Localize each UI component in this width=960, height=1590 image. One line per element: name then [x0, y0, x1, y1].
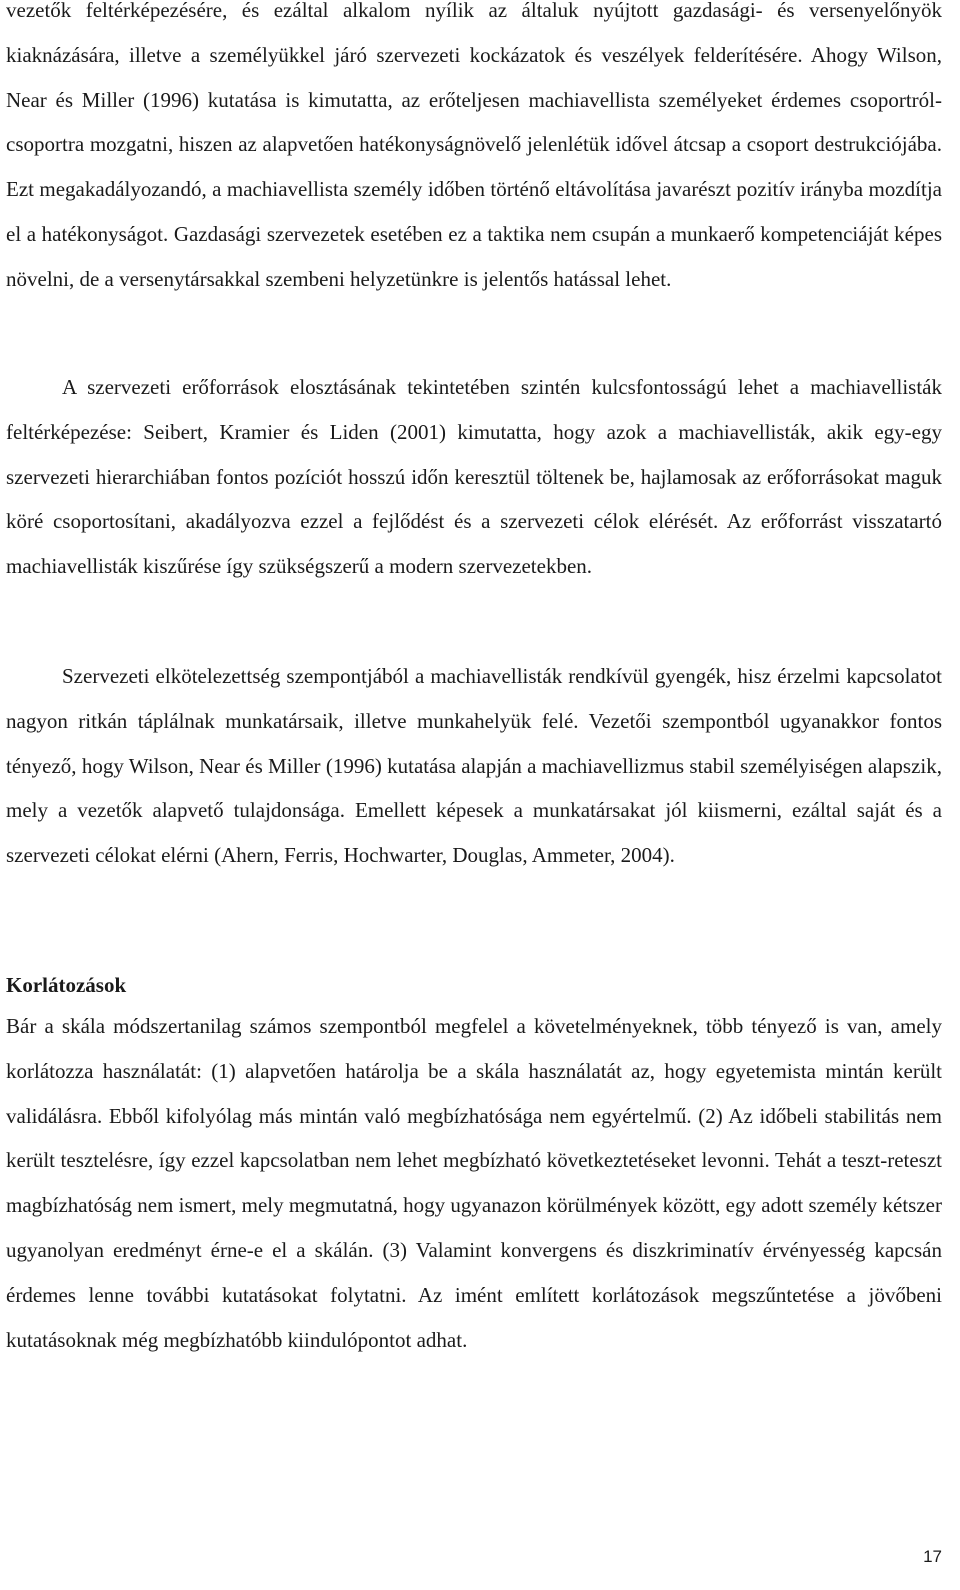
section-heading: Korlátozások	[6, 973, 127, 997]
page-number: 17	[923, 1547, 942, 1566]
body-paragraph: Szervezeti elkötelezettség szempontjából a machiavellisták rendkívül gyengék, hisz érzelmi kapcsolatot nagyon ritkán táplálnak munkatársaik, illetve munkahelyük felé. Vezetői szempontból ugyanakkor fontos tényező, hogy Wilson, Near és Miller (1996) kutatása alapján a machiavellizmus stabil személyiségen alapszik, mely a vezetők alapvető tulajdonsága. Emellett képesek a munkatársakat jól kiismerni, ezáltal saját és a szervezeti célokat elérni (Ahern, Ferris, Hochwarter, Douglas, Ammeter, 2004).	[6, 664, 942, 868]
body-paragraph: A szervezeti erőforrások elosztásának tekintetében szintén kulcsfontosságú lehet a machiavellisták feltérképezése: Seibert, Kramier és Liden (2001) kimutatta, hogy azok a machiavellisták, akik egy-egy szervezeti hierarchiában fontos pozíciót hosszú időn keresztül töltenek be, hajlamosak az erőforrásokat maguk köré csoportosítani, akadályozva ezzel a fejlődést és a szervezeti célok elérését. Az erőforrást visszatartó machiavellisták kiszűrése így szükségszerű a modern szervezetekben.	[6, 375, 942, 579]
body-paragraph: vezetők feltérképezésére, és ezáltal alkalom nyílik az általuk nyújtott gazdasági- és versenyelőnyök kiaknázására, illetve a személyükkel járó szervezeti kockázatok és veszélyek felderítésére. Ahogy Wilson, Near és Miller (1996) kutatása is kimutatta, az erőteljesen machiavellista személyeket érdemes csoportról-csoportra mozgatni, hiszen az alapvetően hatékonyságnövelő jelenlétük idővel átcsap a csoport destrukciójába. Ezt megakadályozandó, a machiavellista személy időben történő eltávolítása javarészt pozitív irányba mozdítja el a hatékonyságot. Gazdasági szervezetek esetében ez a taktika nem csupán a munkaerő kompetenciáját képes növelni, de a versenytársakkal szembeni helyzetünkre is jelentős hatással lehet.	[6, 0, 942, 291]
section-paragraph: Bár a skála módszertanilag számos szempontból megfelel a követelményeknek, több tényező is van, amely korlátozza használatát: (1) alapvetően határolja be a skála használatát az, hogy egyetemista mintán került validálásra. Ebből kifolyólag más mintán való megbízhatósága nem egyértelmű. (2) Az időbeli stabilitás nem került tesztelésre, így ezzel kapcsolatban nem lehet megbízható következtetéseket levonni. Tehát a teszt-reteszt magbízhatóság nem ismert, mely megmutatná, hogy ugyanazon körülmények között, egy adott személy kétszer ugyanolyan eredményt érne-e el a skálán. (3) Valamint konvergens és diszkriminatív érvényesség kapcsán érdemes lenne további kutatásokat folytatni. Az imént említett korlátozások megszűntetése a jövőbeni kutatásoknak még megbízhatóbb kiindulópontot adhat.	[6, 1014, 942, 1352]
